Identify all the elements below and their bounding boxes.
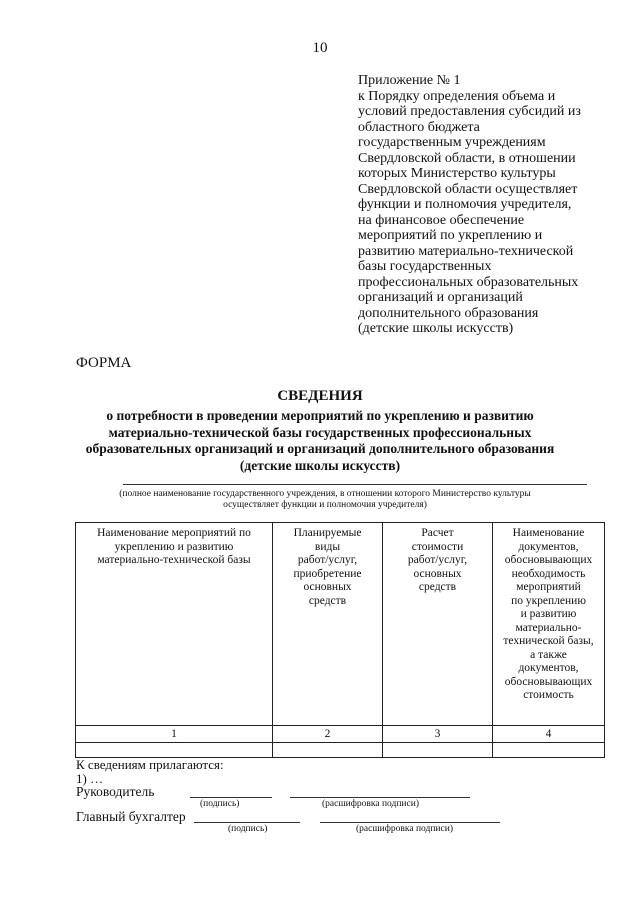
head-name-caption: (расшифровка подписи) — [322, 799, 419, 809]
header-line: стоимость — [523, 689, 574, 701]
header-line: Расчет — [421, 527, 454, 539]
header-line: Наименование мероприятий по — [97, 527, 251, 539]
header-line: мероприятий — [516, 581, 581, 593]
appendix-line: организаций и организаций — [358, 290, 523, 305]
appendix-line: дополнительного образования — [358, 305, 539, 321]
header-line: Планируемые — [293, 527, 362, 539]
header-line: укреплению и развитию — [114, 540, 234, 553]
table-cell — [493, 742, 605, 757]
organization-name-line — [123, 484, 587, 485]
organization-name-caption — [60, 489, 590, 511]
page-number: 10 — [312, 40, 328, 56]
subtitle-line: (детские школы искусств) — [239, 457, 401, 473]
header-line: Наименование — [512, 527, 585, 539]
attachments-label: К сведениям прилагаются: — [76, 757, 224, 772]
subtitle-line: о потребности в проведении мероприятий по укреплению и развитию — [106, 408, 534, 423]
accountant-name-caption: (расшифровка подписи) — [356, 824, 453, 834]
table-row — [76, 742, 605, 757]
accountant-signature-caption: (подпись) — [228, 824, 268, 834]
accountant-signature-line — [194, 822, 300, 823]
appendix-line: областного бюджета — [358, 119, 480, 135]
appendix-line: развитию материально-технической — [358, 243, 574, 259]
header-line: технической базы, — [503, 635, 594, 647]
header-line: обосновывающих — [504, 675, 593, 688]
header-line: материально-технической базы — [97, 554, 251, 566]
table-header-row — [76, 523, 605, 726]
appendix-block — [358, 73, 608, 337]
appendix-line: которых Министерство культуры — [358, 166, 556, 181]
header-line: работ/услуг, — [407, 554, 468, 566]
attachments-item: 1) … — [76, 771, 104, 786]
header-cell-planned-works — [273, 523, 383, 726]
appendix-line: Свердловской области осуществляет — [358, 181, 578, 197]
header-line: работ/услуг, — [297, 554, 358, 566]
header-line: и развитию — [520, 608, 577, 620]
document-subtitle — [40, 408, 600, 474]
accountant-name-line — [320, 822, 500, 823]
header-line: средств — [418, 581, 457, 593]
appendix-line: профессиональных образовательных — [358, 274, 579, 290]
table-cell — [273, 742, 383, 757]
appendix-line: мероприятий по укреплению и — [358, 228, 543, 243]
head-signature-caption: (подпись) — [200, 799, 240, 809]
header-line: основных — [303, 581, 352, 593]
appendix-line: Приложение № 1 — [358, 73, 461, 88]
table-cell — [76, 742, 273, 757]
subtitle-line: материально-технической базы государственных профессиональных — [108, 424, 532, 440]
appendix-line: условий предоставления субсидий из — [358, 104, 581, 119]
accountant-label: Главный бухгалтер — [76, 809, 186, 824]
column-number-row — [76, 726, 605, 743]
column-number: 2 — [273, 726, 383, 743]
header-line: документов, — [518, 540, 579, 553]
header-line: средств — [308, 594, 347, 607]
header-line: документов, — [518, 662, 579, 674]
header-line: а также — [530, 648, 567, 661]
table-cell — [383, 742, 493, 757]
appendix-line: (детские школы искусств) — [358, 321, 514, 336]
attachments-block — [76, 758, 224, 786]
appendix-line: государственным учреждениям — [358, 135, 546, 150]
appendix-line: функции и полномочия учредителя, — [358, 197, 572, 212]
appendix-line: Свердловской области, в отношении — [358, 150, 576, 166]
column-number: 4 — [493, 726, 605, 743]
header-line: обосновывающих — [504, 554, 593, 566]
form-label: ФОРМА — [76, 355, 132, 371]
header-cell-supporting-documents — [493, 523, 605, 726]
head-name-line — [290, 797, 470, 798]
subtitle-line: образовательных организаций и организаций дополнительного образования — [85, 441, 555, 456]
header-line: по укреплению — [511, 594, 586, 607]
caption-line: осуществляет функции и полномочия учредителя) — [223, 500, 427, 510]
header-line: основных — [413, 567, 462, 580]
requirements-table — [75, 522, 605, 758]
header-line: стоимости — [411, 540, 464, 553]
column-number: 1 — [76, 726, 273, 743]
header-line: виды — [314, 540, 341, 553]
document-title: СВЕДЕНИЯ — [277, 388, 363, 404]
header-cell-activities — [76, 523, 273, 726]
header-line: необходимость — [511, 567, 586, 580]
caption-line: (полное наименование государственного учреждения, в отношении которого Министерство культуры — [119, 489, 531, 499]
appendix-line: на финансовое обеспечение — [358, 212, 525, 228]
header-line: материально- — [515, 621, 582, 634]
header-cell-cost-calculation — [383, 523, 493, 726]
appendix-line: базы государственных — [358, 259, 492, 274]
head-label: Руководитель — [76, 784, 155, 799]
head-signature-line — [190, 797, 272, 798]
column-number: 3 — [383, 726, 493, 743]
header-line: приобретение — [293, 567, 362, 580]
appendix-line: к Порядку определения объема и — [358, 88, 556, 104]
